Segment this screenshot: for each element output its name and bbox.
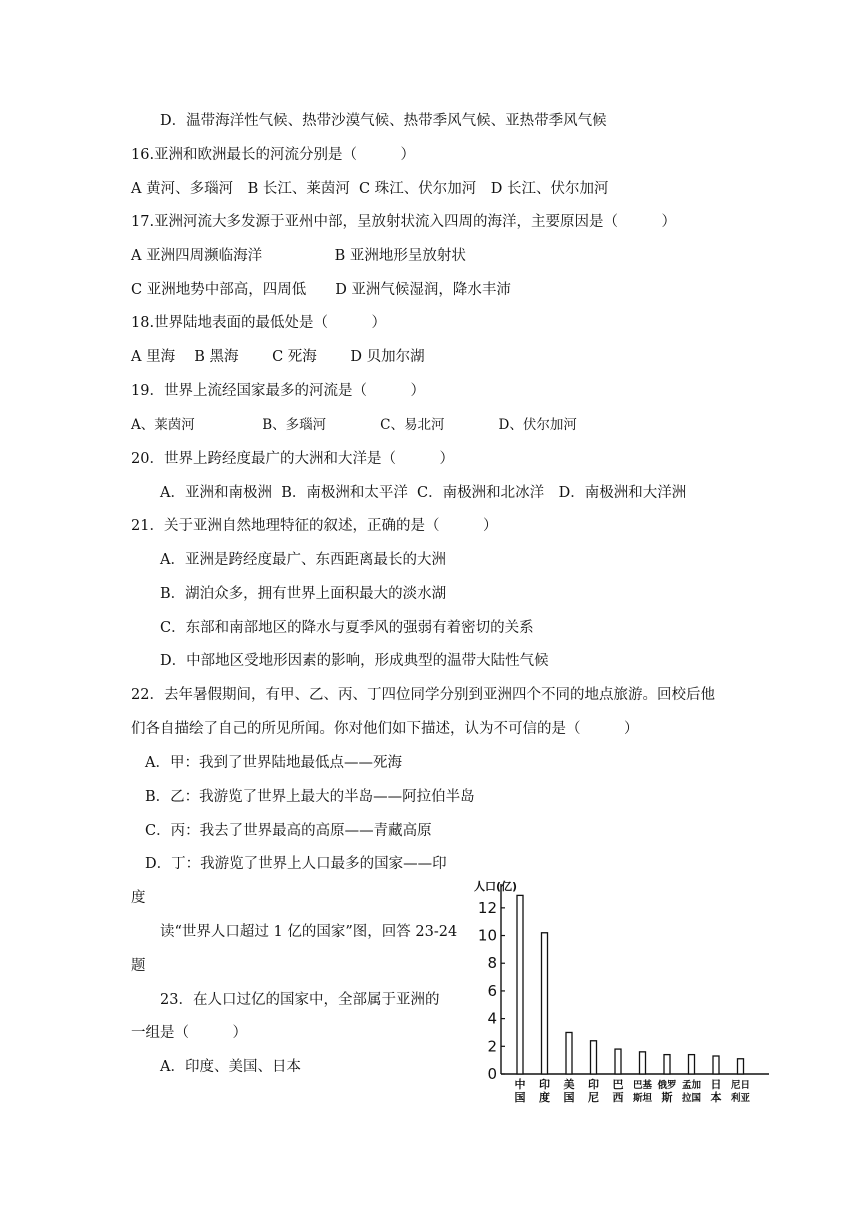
- x-tick-label: 尼日: [730, 1080, 751, 1091]
- y-tick-label: 2: [487, 1037, 497, 1056]
- q22-option-d-cont: 度: [131, 890, 146, 906]
- chart-instruction-line2: 题: [131, 958, 146, 974]
- x-tick-label: 度: [539, 1091, 550, 1104]
- bar-0: [517, 895, 523, 1074]
- x-tick-label: 拉国: [681, 1093, 702, 1104]
- bar-5: [640, 1052, 646, 1074]
- bar-1: [542, 933, 548, 1074]
- q20-stem: 20．世界上跨经度最广的大洲和大洋是（ ）: [131, 451, 454, 467]
- x-tick-label: 巴: [612, 1078, 624, 1091]
- q18-stem: 18.世界陆地表面的最低处是（ ）: [131, 315, 387, 331]
- x-tick-label: 中: [514, 1078, 526, 1091]
- x-tick-label: 斯: [661, 1091, 673, 1104]
- q22-stem-line1: 22．去年暑假期间，有甲、乙、丙、丁四位同学分别到亚洲四个不同的地点旅游。回校后他: [131, 687, 715, 703]
- q22-option-a: A．甲：我到了世界陆地最低点——死海: [145, 755, 402, 771]
- bar-6: [664, 1055, 670, 1074]
- bar-4: [615, 1049, 621, 1074]
- y-tick-label: 12: [477, 898, 497, 917]
- bar-2: [566, 1032, 572, 1074]
- y-axis-label: 人口(亿): [474, 880, 518, 893]
- x-tick-label: 斯坦: [632, 1093, 653, 1104]
- q23-stem-line2: 一组是（ ）: [131, 1025, 247, 1041]
- q20-options: A．亚洲和南极洲 B．南极洲和太平洋 C．南极洲和北冰洋 D．南极洲和大洋洲: [160, 485, 687, 501]
- x-tick-label: 国: [514, 1091, 526, 1104]
- x-tick-label: 孟加: [681, 1080, 702, 1091]
- q17-stem: 17.亚洲河流大多发源于亚州中部，呈放射状流入四周的海洋，主要原因是（ ）: [131, 214, 677, 230]
- q19-stem: 19．世界上流经国家最多的河流是（ ）: [131, 383, 425, 399]
- bar-7: [689, 1055, 695, 1074]
- q21-option-c: C．东部和南部地区的降水与夏季风的强弱有着密切的关系: [160, 620, 534, 636]
- q17-options-cd: C 亚洲地势中部高，四周低 D 亚洲气候湿润，降水丰沛: [131, 282, 511, 298]
- x-tick-label: 本: [710, 1091, 722, 1104]
- q18-options: A 里海 B 黑海 C 死海 D 贝加尔湖: [131, 349, 425, 365]
- x-tick-label: 俄罗: [657, 1080, 677, 1091]
- x-tick-label: 美: [563, 1078, 575, 1091]
- y-tick-label: 10: [477, 926, 497, 945]
- population-bar-chart: [472, 880, 772, 1115]
- q21-option-d: D．中部地区受地形因素的影响，形成典型的温带大陆性气候: [160, 653, 549, 669]
- q16-options: A 黄河、多瑙河 B 长江、莱茵河 C 珠江、伏尔加河 D 长江、伏尔加河: [131, 181, 609, 197]
- y-tick-label: 0: [487, 1065, 497, 1083]
- q21-option-a: A．亚洲是跨经度最广、东西距离最长的大洲: [160, 552, 446, 568]
- q15-option-d: D．温带海洋性气候、热带沙漠气候、热带季风气候、亚热带季风气候: [160, 113, 607, 129]
- bar-3: [591, 1041, 597, 1074]
- x-tick-label: 日: [710, 1078, 722, 1091]
- q22-option-c: C．丙：我去了世界最高的高原——青藏高原: [145, 823, 432, 839]
- bar-9: [738, 1059, 744, 1074]
- q22-option-d: D．丁：我游览了世界上人口最多的国家——印: [145, 856, 447, 872]
- bar-8: [713, 1056, 719, 1074]
- q22-option-b: B．乙：我游览了世界上最大的半岛——阿拉伯半岛: [145, 789, 475, 805]
- y-tick-label: 8: [487, 954, 497, 973]
- q21-option-b: B．湖泊众多，拥有世界上面积最大的淡水湖: [160, 586, 447, 602]
- x-tick-label: 利亚: [730, 1093, 751, 1104]
- q22-stem-line2: 们各自描绘了自己的所见所闻。你对他们如下描述，认为不可信的是（ ）: [131, 721, 639, 737]
- y-tick-label: 6: [487, 981, 497, 1000]
- q16-stem: 16.亚洲和欧洲最长的河流分别是（ ）: [131, 147, 416, 163]
- chart-instruction-line1: 读“世界人口超过 1 亿的国家”图，回答 23-24: [160, 924, 458, 940]
- x-tick-label: 印: [588, 1078, 599, 1091]
- x-tick-label: 西: [612, 1091, 624, 1104]
- q23-option-a: A．印度、美国、日本: [160, 1059, 301, 1075]
- x-tick-label: 尼: [588, 1091, 599, 1104]
- q19-options: A、莱茵河 B、多瑙河 C、易北河 D、伏尔加河: [131, 417, 577, 433]
- x-tick-label: 巴基: [632, 1080, 653, 1091]
- q17-options-ab: A 亚洲四周濒临海洋 B 亚洲地形呈放射状: [131, 248, 466, 264]
- y-tick-label: 4: [487, 1009, 497, 1028]
- x-tick-label: 国: [563, 1091, 575, 1104]
- q23-stem-line1: 23．在人口过亿的国家中，全部属于亚洲的: [160, 992, 440, 1008]
- x-tick-label: 印: [539, 1078, 550, 1091]
- q21-stem: 21．关于亚洲自然地理特征的叙述，正确的是（ ）: [131, 518, 498, 534]
